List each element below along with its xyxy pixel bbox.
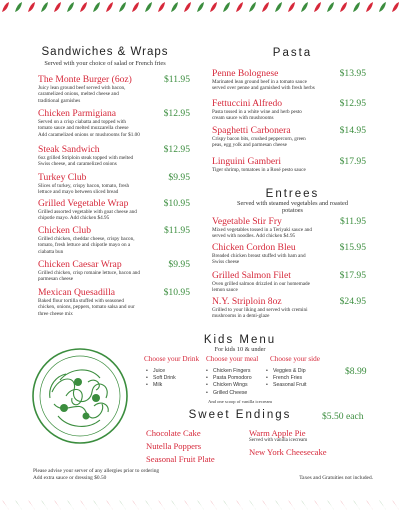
leaf-ornament — [392, 500, 399, 510]
item-name: Chicken Parmigiana — [38, 108, 117, 119]
dessert-item: New York Cheesecake — [249, 447, 327, 457]
sandwiches-title: Sandwiches & Wraps — [41, 46, 169, 58]
list-item: • Veggies & Dip — [266, 368, 306, 375]
item-name: Chicken Caesar Wrap — [38, 259, 122, 270]
footer-line: Add extra sauce or dressing $0.50 — [33, 474, 107, 481]
list-item: • Juice — [146, 368, 176, 375]
leaf-ornament — [54, 500, 61, 510]
leaf-ornament — [249, 500, 256, 510]
kids-drink-heading: Choose your Drink — [144, 355, 200, 363]
leaf-ornament — [314, 2, 321, 12]
leaf-ornament — [353, 500, 360, 510]
item-desc-line: Crispy bacon bits, crushed peppercorn, green — [212, 136, 306, 142]
leaf-ornament — [379, 2, 386, 12]
item-name: N.Y. Striploin 8oz — [212, 296, 282, 307]
leaf-ornament — [184, 500, 191, 510]
leaf-ornament — [301, 500, 308, 510]
footer-notes — [33, 468, 159, 482]
leaf-ornament — [366, 2, 373, 12]
kids-menu-subtitle: For kids 10 & under — [214, 346, 266, 353]
list-item: • Chicken Fingers — [206, 368, 252, 375]
leaf-ornament — [301, 2, 308, 12]
leaf-ornament — [327, 2, 334, 12]
item-desc-line: caramelized onions, melted cheese and — [38, 91, 119, 98]
leaf-ornament — [197, 500, 204, 510]
bottom-leaf-border — [0, 498, 403, 512]
item-price: $10.95 — [163, 198, 190, 209]
entrees-subtitle — [210, 200, 375, 214]
dessert-item: Nutella Poppers — [146, 441, 202, 451]
leaf-ornament — [93, 2, 100, 12]
item-desc-line: Served on a crisp ciabatta and topped with — [38, 119, 127, 125]
entrees-subtitle-line: potatoes — [282, 207, 303, 214]
item-name: Vegetable Stir Fry — [212, 216, 282, 227]
item-desc-line: Breaded chicken breast stuffed with ham and — [212, 253, 306, 259]
item-desc-line: tomato, fresh lettuce and chipotle mayo on a — [38, 242, 131, 249]
list-item: • Milk — [146, 382, 176, 389]
item-price: $12.95 — [163, 144, 190, 155]
item-desc-line: Grilled assorted vegetable with goat cheese and — [38, 209, 137, 215]
top-leaf-border — [0, 0, 403, 14]
leaf-ornament — [314, 500, 321, 510]
item-desc-line: Swiss cheese, and caramelized onions — [38, 161, 117, 168]
dessert-item: Seasonal Fruit Plate — [146, 454, 215, 464]
leaf-ornament — [158, 500, 165, 510]
item-desc-line: Baked flour tortilla stuffed with seasoned — [38, 298, 124, 304]
item-desc-line: chicken, onions, peppers, tomato salsa and our — [38, 304, 135, 311]
item-desc-line: ciabatta bun — [38, 248, 64, 255]
kids-side-list — [266, 368, 306, 390]
item-desc-line: lettuce and mayo between sliced bread — [38, 189, 119, 196]
item-desc-line: chipotle mayo. Add chicken $4.95 — [38, 215, 110, 222]
leaf-ornament — [210, 500, 217, 510]
item-desc-line: Slices of turkey, crispy bacon, tomato, fresh — [38, 183, 130, 189]
list-item: • Grilled Cheese — [206, 390, 252, 397]
item-price: $13.95 — [339, 68, 366, 79]
kids-price: $8.99 — [345, 366, 367, 377]
item-name: Chicken Cordon Bleu — [212, 242, 296, 253]
list-item: • Pasta Pomodoro — [206, 375, 252, 382]
footer-line: Please advise your server of any allergies prior to ordering — [33, 468, 160, 474]
leaf-ornament — [392, 2, 399, 12]
kids-drink-list — [146, 368, 176, 390]
leaf-ornament — [353, 2, 360, 12]
leaf-ornament — [379, 500, 386, 510]
item-desc-line: peas, egg yolk and parmesan cheese — [212, 142, 287, 149]
kids-side-heading: Choose your side — [270, 355, 320, 363]
item-price: $17.95 — [339, 270, 366, 281]
kids-meal-list — [206, 368, 252, 397]
leaf-ornament — [275, 500, 282, 510]
dessert-item: Chocolate Cake — [146, 428, 201, 438]
item-price: $11.95 — [163, 74, 190, 85]
item-name: Linguini Gamberi — [212, 156, 282, 167]
item-price: $9.95 — [168, 259, 190, 270]
item-price: $12.95 — [163, 108, 190, 119]
item-price: $11.95 — [339, 216, 366, 227]
kids-menu-title: Kids Menu — [203, 334, 277, 346]
leaf-ornament — [158, 2, 165, 12]
leaf-ornament — [210, 2, 217, 12]
list-item: • Chicken Wings — [206, 382, 252, 389]
item-price: $11.95 — [163, 225, 190, 236]
item-desc-line: 6oz grilled Striploin steak topped with melted — [38, 155, 134, 161]
item-desc-line: Grilled chicken, cheddar cheese, crispy bacon, — [38, 236, 135, 242]
item-name: Steak Sandwich — [38, 144, 100, 155]
dessert-item: Warm Apple Pie — [249, 428, 306, 438]
entrees-subtitle-line: Served with steamed vegetables and roasted — [236, 200, 349, 207]
item-desc-line: Pasta tossed in a white wine and herb pesto — [212, 109, 302, 115]
sandwiches-subtitle: Served with your choice of salad or French fries — [44, 60, 166, 67]
item-desc-line: traditional garnishes — [38, 97, 81, 104]
leaf-ornament — [15, 2, 22, 12]
leaf-ornament — [2, 2, 9, 12]
leaf-ornament — [67, 2, 74, 12]
item-price: $9.95 — [168, 172, 190, 183]
leaf-ornament — [28, 2, 35, 12]
pasta-plate-illustration — [30, 346, 130, 446]
leaf-ornament — [67, 500, 74, 510]
item-price: $14.95 — [339, 125, 366, 136]
leaf-ornament — [327, 500, 334, 510]
item-desc-line: cream sauce with mushrooms — [212, 115, 274, 122]
leaf-ornament — [340, 500, 347, 510]
list-item: • Soft Drink — [146, 375, 176, 382]
item-name: Fettuccini Alfredo — [212, 98, 283, 109]
item-name: Mexican Quesadilla — [38, 287, 115, 298]
item-desc-line: tomato sauce and melted mozzarella cheese — [38, 125, 129, 132]
item-desc-line: Mixed vegetables tossed in a Teriyaki sauce and — [212, 227, 312, 233]
leaf-ornament — [119, 2, 126, 12]
footer-taxes: Taxes and Gratuities not included. — [299, 475, 373, 481]
item-name: Grilled Salmon Filet — [212, 270, 291, 281]
item-name: Penne Bolognese — [212, 68, 279, 79]
leaf-ornament — [28, 500, 35, 510]
entrees-title: Entrees — [265, 188, 320, 200]
leaf-ornament — [340, 2, 347, 12]
leaf-ornament — [2, 500, 9, 510]
leaf-ornament — [249, 2, 256, 12]
leaf-ornament — [106, 500, 113, 510]
kids-note: And one scoop of vanilla icecream — [208, 399, 272, 404]
leaf-ornament — [41, 500, 48, 510]
leaf-ornament — [223, 500, 230, 510]
item-name: Chicken Club — [38, 225, 92, 236]
leaf-ornament — [119, 500, 126, 510]
item-price: $12.95 — [339, 98, 366, 109]
leaf-ornament — [145, 2, 152, 12]
item-price: $15.95 — [339, 242, 366, 253]
leaf-ornament — [132, 2, 139, 12]
leaf-ornament — [288, 500, 295, 510]
leaf-ornament — [197, 2, 204, 12]
item-desc-line: parmesan cheese — [38, 276, 73, 283]
leaf-ornament — [80, 2, 87, 12]
desserts-price: $5.50 each — [322, 411, 364, 422]
leaf-ornament — [236, 2, 243, 12]
item-desc-line: Swiss cheese — [212, 259, 240, 266]
leaf-ornament — [15, 500, 22, 510]
desserts-title: Sweet Endings — [188, 409, 292, 421]
leaf-ornament — [223, 2, 230, 12]
item-desc-line: three cheese mix — [38, 310, 73, 317]
kids-meal-heading: Choose your meal — [206, 355, 259, 363]
leaf-ornament — [132, 500, 139, 510]
item-desc-line: served with noodles. Add chicken $4.95 — [212, 233, 296, 240]
item-desc-line: served over penne and garnished with fresh herbs — [212, 85, 315, 92]
list-item: • French Fries — [266, 375, 306, 382]
pasta-title: Pasta — [272, 47, 313, 59]
item-desc-line: Grilled chicken, crisp romaine lettuce, bacon and — [38, 270, 140, 276]
item-desc-line: Oven grilled salmon drizzled in our homemade — [212, 281, 310, 287]
item-price: $10.95 — [163, 287, 190, 298]
item-name: Spaghetti Carbonera — [212, 125, 291, 136]
leaf-ornament — [171, 2, 178, 12]
item-desc-line: lemon sauce — [212, 287, 238, 294]
item-desc-line: Add caramelized onions or mushrooms for $1.00 — [38, 131, 140, 138]
item-name: The Monte Burger (6oz) — [38, 74, 132, 85]
leaf-ornament — [93, 500, 100, 510]
leaf-ornament — [236, 500, 243, 510]
leaf-ornament — [41, 2, 48, 12]
dessert-desc: Served with vanilla icecream — [249, 438, 308, 443]
item-price: $24.95 — [339, 296, 366, 307]
leaf-ornament — [184, 2, 191, 12]
item-desc-line: Marinated lean ground beef in a tomato sauce — [212, 79, 307, 85]
item-price: $17.95 — [339, 156, 366, 167]
leaf-ornament — [275, 2, 282, 12]
item-desc-line: Tiger shrimp, tomatoes in a Rosé pesto sauce — [212, 167, 306, 173]
list-item: • Seasonal Fruit — [266, 382, 306, 389]
item-desc-line: Juicy lean ground beef served with bacon, — [38, 85, 126, 91]
leaf-ornament — [171, 500, 178, 510]
item-desc-line: mushrooms in a demi-glaze — [212, 313, 270, 320]
leaf-ornament — [106, 2, 113, 12]
leaf-ornament — [145, 500, 152, 510]
leaf-ornament — [262, 2, 269, 12]
item-name: Grilled Vegetable Wrap — [38, 198, 129, 209]
leaf-ornament — [54, 2, 61, 12]
leaf-ornament — [288, 2, 295, 12]
item-name: Turkey Club — [38, 172, 87, 183]
leaf-ornament — [262, 500, 269, 510]
leaf-ornament — [80, 500, 87, 510]
leaf-ornament — [366, 500, 373, 510]
item-desc-line: Grilled to your liking and served with cremini — [212, 307, 308, 313]
